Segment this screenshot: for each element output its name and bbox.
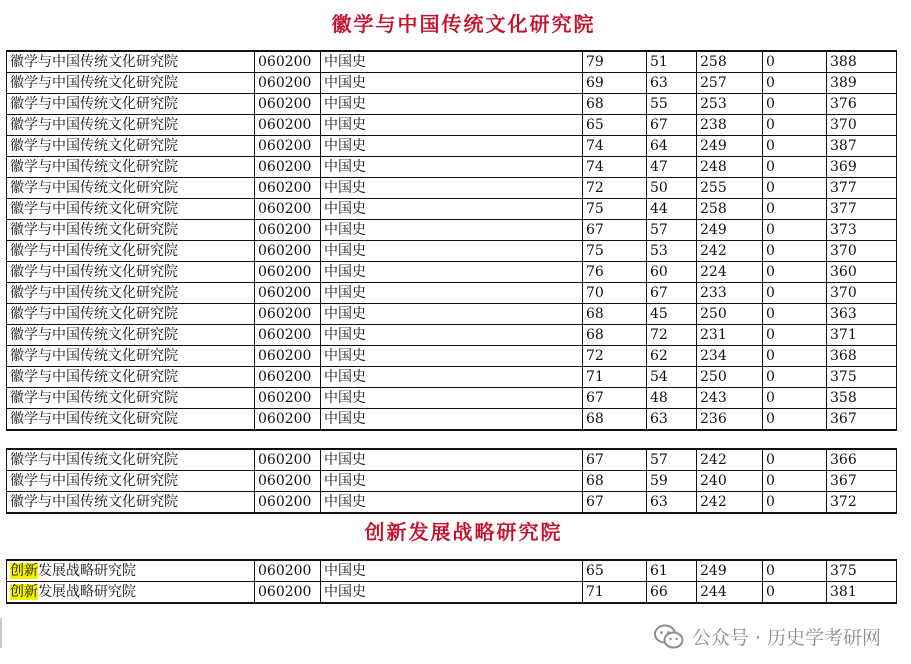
- table-cell: 65: [583, 560, 647, 582]
- table-cell: [7, 560, 255, 582]
- table-cell: 中国史: [321, 283, 583, 304]
- table-cell: 367: [827, 471, 897, 492]
- table-cell: 59: [647, 471, 697, 492]
- watermark: [654, 623, 881, 650]
- table-cell: [7, 582, 255, 604]
- table-cell: 63: [647, 409, 697, 431]
- table-cell: 中国史: [321, 51, 583, 73]
- table-cell: 060200: [255, 136, 321, 157]
- table-cell: 67: [583, 388, 647, 409]
- table-cell: 中国史: [321, 388, 583, 409]
- table-cell: 徽学与中国传统文化研究院: [7, 199, 255, 220]
- table-row: [7, 178, 897, 199]
- table-row: [7, 51, 897, 73]
- table-cell: 367: [827, 409, 897, 431]
- table-row: [7, 115, 897, 136]
- table-cell: 中国史: [321, 136, 583, 157]
- table-row: [7, 449, 897, 471]
- table-row: [7, 471, 897, 492]
- table-cell: 244: [697, 582, 763, 604]
- table-cell: 060200: [255, 471, 321, 492]
- table-cell: 060200: [255, 73, 321, 94]
- table-cell: 57: [647, 220, 697, 241]
- table-cell: 徽学与中国传统文化研究院: [7, 325, 255, 346]
- table-row: [7, 560, 897, 582]
- table-cell: 387: [827, 136, 897, 157]
- table-cell: 0: [763, 304, 827, 325]
- table-cell: 233: [697, 283, 763, 304]
- table-cell: 389: [827, 73, 897, 94]
- table-cell: 68: [583, 325, 647, 346]
- table-cell: 060200: [255, 325, 321, 346]
- table-cell: 369: [827, 157, 897, 178]
- table-cell: 徽学与中国传统文化研究院: [7, 157, 255, 178]
- table-cell: 50: [647, 178, 697, 199]
- table-cell: 71: [583, 367, 647, 388]
- table-cell: 72: [647, 325, 697, 346]
- table-cell: 242: [697, 449, 763, 471]
- table-cell: 0: [763, 94, 827, 115]
- score-table-huixue: [6, 50, 897, 431]
- table-cell: 258: [697, 199, 763, 220]
- highlighted-text: 创新: [10, 563, 38, 579]
- table-cell: 242: [697, 241, 763, 262]
- table-cell: 060200: [255, 492, 321, 514]
- watermark-text: 公众号 · 历史学考研网: [691, 627, 881, 649]
- table-cell: 0: [763, 178, 827, 199]
- table-cell: 徽学与中国传统文化研究院: [7, 367, 255, 388]
- table-cell: 257: [697, 73, 763, 94]
- table-cell: 236: [697, 409, 763, 431]
- table-cell: 67: [647, 115, 697, 136]
- table-cell: 72: [583, 178, 647, 199]
- table-cell: 375: [827, 367, 897, 388]
- table-cell: 060200: [255, 560, 321, 582]
- table-cell: 74: [583, 136, 647, 157]
- table-cell: 376: [827, 94, 897, 115]
- section-title-huixue: 徽学与中国传统文化研究院: [331, 12, 596, 36]
- table-cell: 徽学与中国传统文化研究院: [7, 492, 255, 514]
- table-cell: 366: [827, 449, 897, 471]
- table-cell: 徽学与中国传统文化研究院: [7, 304, 255, 325]
- table-row: [7, 325, 897, 346]
- table-row: [7, 136, 897, 157]
- edge-mark: [0, 618, 2, 648]
- table-row: [7, 241, 897, 262]
- table-cell: 0: [763, 283, 827, 304]
- table-cell: 中国史: [321, 346, 583, 367]
- table-cell: 0: [763, 199, 827, 220]
- table-cell: 060200: [255, 582, 321, 604]
- table-cell: 68: [583, 304, 647, 325]
- table-cell: 63: [647, 73, 697, 94]
- table-cell: 358: [827, 388, 897, 409]
- table-cell: 234: [697, 346, 763, 367]
- table-cell: 370: [827, 115, 897, 136]
- table-cell: 0: [763, 262, 827, 283]
- table-cell: 258: [697, 51, 763, 73]
- table-cell: 中国史: [321, 560, 583, 582]
- table-cell: 0: [763, 157, 827, 178]
- table-row: [7, 262, 897, 283]
- table-cell: 0: [763, 409, 827, 431]
- table-cell: 71: [583, 582, 647, 604]
- table-cell: 51: [647, 51, 697, 73]
- table-cell: 249: [697, 136, 763, 157]
- table-cell: 0: [763, 582, 827, 604]
- cell-text: 发展战略研究院: [38, 584, 136, 600]
- table-cell: 388: [827, 51, 897, 73]
- table-row: [7, 157, 897, 178]
- table-cell: 44: [647, 199, 697, 220]
- table-cell: 66: [647, 582, 697, 604]
- table-cell: 060200: [255, 94, 321, 115]
- table-cell: 中国史: [321, 73, 583, 94]
- table-cell: 中国史: [321, 409, 583, 431]
- table-cell: 中国史: [321, 449, 583, 471]
- table-cell: 060200: [255, 346, 321, 367]
- table-cell: 67: [583, 449, 647, 471]
- table-cell: 徽学与中国传统文化研究院: [7, 178, 255, 199]
- table-row: [7, 492, 897, 514]
- table-cell: 0: [763, 220, 827, 241]
- table-row: [7, 199, 897, 220]
- table-cell: 79: [583, 51, 647, 73]
- table-cell: 249: [697, 560, 763, 582]
- table-cell: 75: [583, 199, 647, 220]
- table-cell: 0: [763, 346, 827, 367]
- table-cell: 381: [827, 582, 897, 604]
- table-cell: 中国史: [321, 471, 583, 492]
- table-cell: 70: [583, 283, 647, 304]
- table-cell: 060200: [255, 283, 321, 304]
- table-cell: 徽学与中国传统文化研究院: [7, 283, 255, 304]
- table-cell: 徽学与中国传统文化研究院: [7, 471, 255, 492]
- table-cell: 76: [583, 262, 647, 283]
- table-cell: 373: [827, 220, 897, 241]
- table-row: [7, 409, 897, 431]
- table-cell: 徽学与中国传统文化研究院: [7, 409, 255, 431]
- table-cell: 224: [697, 262, 763, 283]
- table-cell: 68: [583, 471, 647, 492]
- table-cell: 060200: [255, 449, 321, 471]
- score-table-innovation: [6, 559, 897, 604]
- table-cell: 65: [583, 115, 647, 136]
- table-cell: 243: [697, 388, 763, 409]
- table-cell: 0: [763, 325, 827, 346]
- table-cell: 63: [647, 492, 697, 514]
- table-cell: 363: [827, 304, 897, 325]
- table-cell: 徽学与中国传统文化研究院: [7, 388, 255, 409]
- table-cell: 68: [583, 94, 647, 115]
- table-cell: 0: [763, 115, 827, 136]
- table-cell: 中国史: [321, 199, 583, 220]
- table-cell: 0: [763, 492, 827, 514]
- table-cell: 238: [697, 115, 763, 136]
- table-cell: 377: [827, 178, 897, 199]
- table-cell: 中国史: [321, 582, 583, 604]
- table-cell: 徽学与中国传统文化研究院: [7, 220, 255, 241]
- score-table-huixue-continued: [6, 448, 897, 514]
- table-cell: 060200: [255, 388, 321, 409]
- table-cell: 060200: [255, 115, 321, 136]
- section-title-innovation: 创新发展战略研究院: [364, 520, 563, 544]
- table-cell: 中国史: [321, 325, 583, 346]
- table-cell: 68: [583, 409, 647, 431]
- table-cell: 47: [647, 157, 697, 178]
- highlighted-text: 创新: [10, 584, 38, 600]
- table-cell: 中国史: [321, 115, 583, 136]
- table-cell: 75: [583, 241, 647, 262]
- table-cell: 徽学与中国传统文化研究院: [7, 449, 255, 471]
- table-cell: 74: [583, 157, 647, 178]
- table-cell: 370: [827, 283, 897, 304]
- table-row: [7, 304, 897, 325]
- table-cell: 64: [647, 136, 697, 157]
- table-cell: 62: [647, 346, 697, 367]
- table-cell: 060200: [255, 199, 321, 220]
- table-cell: 060200: [255, 304, 321, 325]
- table-row: [7, 73, 897, 94]
- table-cell: 377: [827, 199, 897, 220]
- table-cell: 中国史: [321, 367, 583, 388]
- table-cell: 72: [583, 346, 647, 367]
- table-cell: 248: [697, 157, 763, 178]
- table-cell: 徽学与中国传统文化研究院: [7, 262, 255, 283]
- table-cell: 中国史: [321, 94, 583, 115]
- table-cell: 249: [697, 220, 763, 241]
- table-cell: 中国史: [321, 492, 583, 514]
- table-cell: 48: [647, 388, 697, 409]
- table-cell: 53: [647, 241, 697, 262]
- cell-text: 发展战略研究院: [38, 563, 136, 579]
- table-cell: 060200: [255, 367, 321, 388]
- table-cell: 67: [583, 220, 647, 241]
- table-cell: 255: [697, 178, 763, 199]
- table-cell: 060200: [255, 220, 321, 241]
- table-cell: 徽学与中国传统文化研究院: [7, 94, 255, 115]
- table-cell: 240: [697, 471, 763, 492]
- table-cell: 67: [647, 283, 697, 304]
- table-cell: 61: [647, 560, 697, 582]
- table-cell: 60: [647, 262, 697, 283]
- table-row: [7, 94, 897, 115]
- table-cell: 360: [827, 262, 897, 283]
- table-cell: 060200: [255, 241, 321, 262]
- table-cell: 45: [647, 304, 697, 325]
- table-cell: 中国史: [321, 220, 583, 241]
- table-row: [7, 283, 897, 304]
- table-cell: 中国史: [321, 262, 583, 283]
- table-cell: 250: [697, 304, 763, 325]
- table-cell: 54: [647, 367, 697, 388]
- table-cell: 060200: [255, 178, 321, 199]
- table-row: [7, 346, 897, 367]
- table-cell: 060200: [255, 51, 321, 73]
- table-cell: 徽学与中国传统文化研究院: [7, 51, 255, 73]
- table-cell: 371: [827, 325, 897, 346]
- table-cell: 徽学与中国传统文化研究院: [7, 73, 255, 94]
- table-cell: 060200: [255, 262, 321, 283]
- table-cell: 徽学与中国传统文化研究院: [7, 136, 255, 157]
- table-cell: 368: [827, 346, 897, 367]
- table-cell: 69: [583, 73, 647, 94]
- table-row: [7, 388, 897, 409]
- table-cell: 0: [763, 560, 827, 582]
- table-cell: 67: [583, 492, 647, 514]
- table-cell: 中国史: [321, 304, 583, 325]
- table-row: [7, 220, 897, 241]
- table-row: [7, 582, 897, 604]
- table-row: [7, 367, 897, 388]
- table-cell: 中国史: [321, 241, 583, 262]
- table-cell: 徽学与中国传统文化研究院: [7, 241, 255, 262]
- table-cell: 中国史: [321, 178, 583, 199]
- table-cell: 0: [763, 471, 827, 492]
- table-cell: 57: [647, 449, 697, 471]
- table-cell: 231: [697, 325, 763, 346]
- table-cell: 0: [763, 73, 827, 94]
- table-cell: 060200: [255, 409, 321, 431]
- table-cell: 徽学与中国传统文化研究院: [7, 115, 255, 136]
- table-cell: 372: [827, 492, 897, 514]
- table-cell: 0: [763, 449, 827, 471]
- table-cell: 370: [827, 241, 897, 262]
- table-cell: 0: [763, 241, 827, 262]
- wechat-icon: [654, 624, 684, 650]
- table-cell: 375: [827, 560, 897, 582]
- table-cell: 55: [647, 94, 697, 115]
- table-cell: 250: [697, 367, 763, 388]
- table-cell: 0: [763, 51, 827, 73]
- table-cell: 242: [697, 492, 763, 514]
- table-cell: 中国史: [321, 157, 583, 178]
- table-cell: 0: [763, 388, 827, 409]
- table-cell: 0: [763, 136, 827, 157]
- table-cell: 253: [697, 94, 763, 115]
- table-cell: 0: [763, 367, 827, 388]
- table-cell: 徽学与中国传统文化研究院: [7, 346, 255, 367]
- table-cell: 060200: [255, 157, 321, 178]
